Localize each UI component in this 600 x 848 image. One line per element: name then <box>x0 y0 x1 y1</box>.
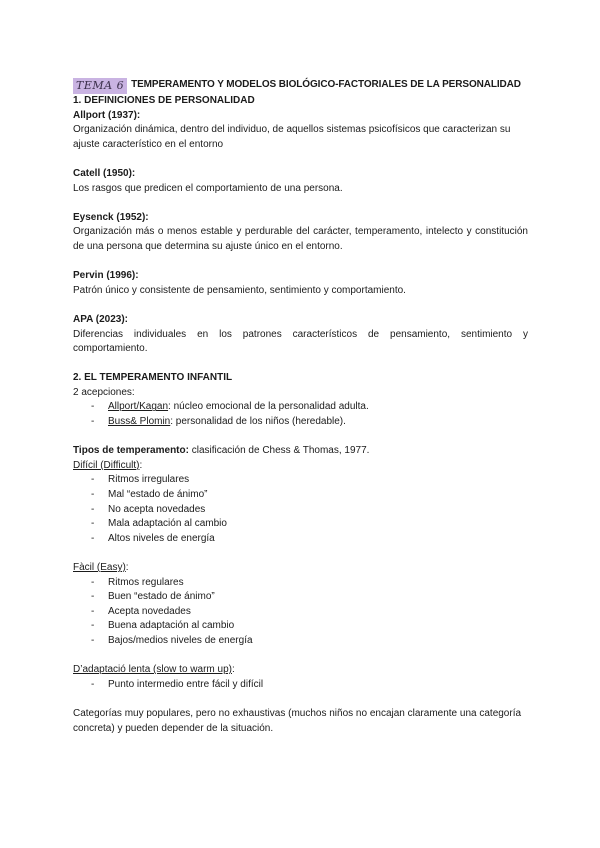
list-item: - Bajos/medios niveles de energía <box>73 634 528 649</box>
document-title: TEMPERAMENTO Y MODELOS BIOLÓGICO-FACTORIALES DE LA PERSONALIDAD <box>131 79 521 91</box>
acepciones-list <box>73 400 528 429</box>
definition-apa <box>73 313 528 357</box>
list-item: - Buen “estado de ánimo” <box>73 590 528 605</box>
easy-list <box>73 576 528 649</box>
list-item: - Ritmos irregulares <box>73 473 528 488</box>
definition-eysenck <box>73 211 528 255</box>
definition-text: Patrón único y consistente de pensamiento, sentimiento y comportamiento. <box>73 284 406 296</box>
tipos-text: clasificación de Chess & Thomas, 1977. <box>188 445 370 457</box>
definition-author: Allport (1937): <box>73 109 141 121</box>
list-item: - Punto intermedio entre fácil y difícil <box>73 678 528 693</box>
definition-catell <box>73 167 528 196</box>
list-item <box>73 415 528 430</box>
tipos-line <box>73 444 528 459</box>
title-row <box>73 77 528 94</box>
list-item: - Altos niveles de energía <box>73 532 528 547</box>
list-item: - No acepta novedades <box>73 503 528 518</box>
list-item: - Mal “estado de ánimo” <box>73 488 528 503</box>
easy-label: Fàcil (Easy) <box>73 562 126 573</box>
label-suffix: : <box>231 664 235 676</box>
definition-text: Organización dinámica, dentro del individuo, de aquellos sistemas psicofísicos que caracterizan su ajuste característico en el entorno <box>73 124 511 150</box>
document-content <box>73 77 528 736</box>
acepcion-text: : núcleo emocional de la personalidad adulta. <box>168 401 369 413</box>
list-item <box>73 400 528 415</box>
list-item: - Ritmos regulares <box>73 576 528 591</box>
tipos-label: Tipos de temperamento: <box>73 445 189 457</box>
definition-author: Eysenck (1952): <box>73 211 149 223</box>
slow-heading <box>73 663 528 678</box>
definition-author: APA (2023): <box>73 313 129 325</box>
list-item: - Acepta novedades <box>73 605 528 620</box>
difficult-list <box>73 473 528 546</box>
difficult-label: Difícil (Difficult) <box>73 459 140 471</box>
list-item: - Buena adaptación al cambio <box>73 619 528 634</box>
label-suffix: : <box>125 562 129 573</box>
tema-tag: TEMA 6 <box>73 78 127 94</box>
definition-author: Catell (1950): <box>73 167 136 179</box>
definition-text: Los rasgos que predicen el comportamiento de una persona. <box>73 182 343 194</box>
definition-allport <box>73 109 528 153</box>
acepcion-name: Buss& Plomin <box>108 416 171 428</box>
slow-list <box>73 678 528 693</box>
list-item: - Mala adaptación al cambio <box>73 517 528 532</box>
acepciones-label: 2 acepciones: <box>73 386 135 398</box>
acepcion-name: Allport/Kagan <box>108 401 169 413</box>
slow-label: D’adaptació lenta (slow to warm up) <box>73 664 232 676</box>
definition-text: Organización más o menos estable y perdurable del carácter, temperamento, intelecto y constitución de una persona que determina su ajuste único en el entorno. <box>73 226 528 252</box>
section1-heading: 1. DEFINICIONES DE PERSONALIDAD <box>73 95 255 106</box>
label-suffix: : <box>139 459 143 471</box>
closing-paragraph: Categorías muy populares, pero no exhaustivas (muchos niños no encajan claramente una categoría concreta) y pueden depender de la situación. <box>73 707 522 734</box>
definition-text: Diferencias individuales en los patrones característicos de pensamiento, sentimiento y comportamiento. <box>73 328 528 355</box>
definition-pervin <box>73 269 528 298</box>
section2-heading: 2. EL TEMPERAMENTO INFANTIL <box>73 372 233 384</box>
acepcion-text: : personalidad de los niños (heredable). <box>170 416 346 428</box>
definition-author: Pervin (1996): <box>73 270 139 282</box>
easy-heading <box>73 561 528 576</box>
difficult-heading <box>73 459 528 474</box>
